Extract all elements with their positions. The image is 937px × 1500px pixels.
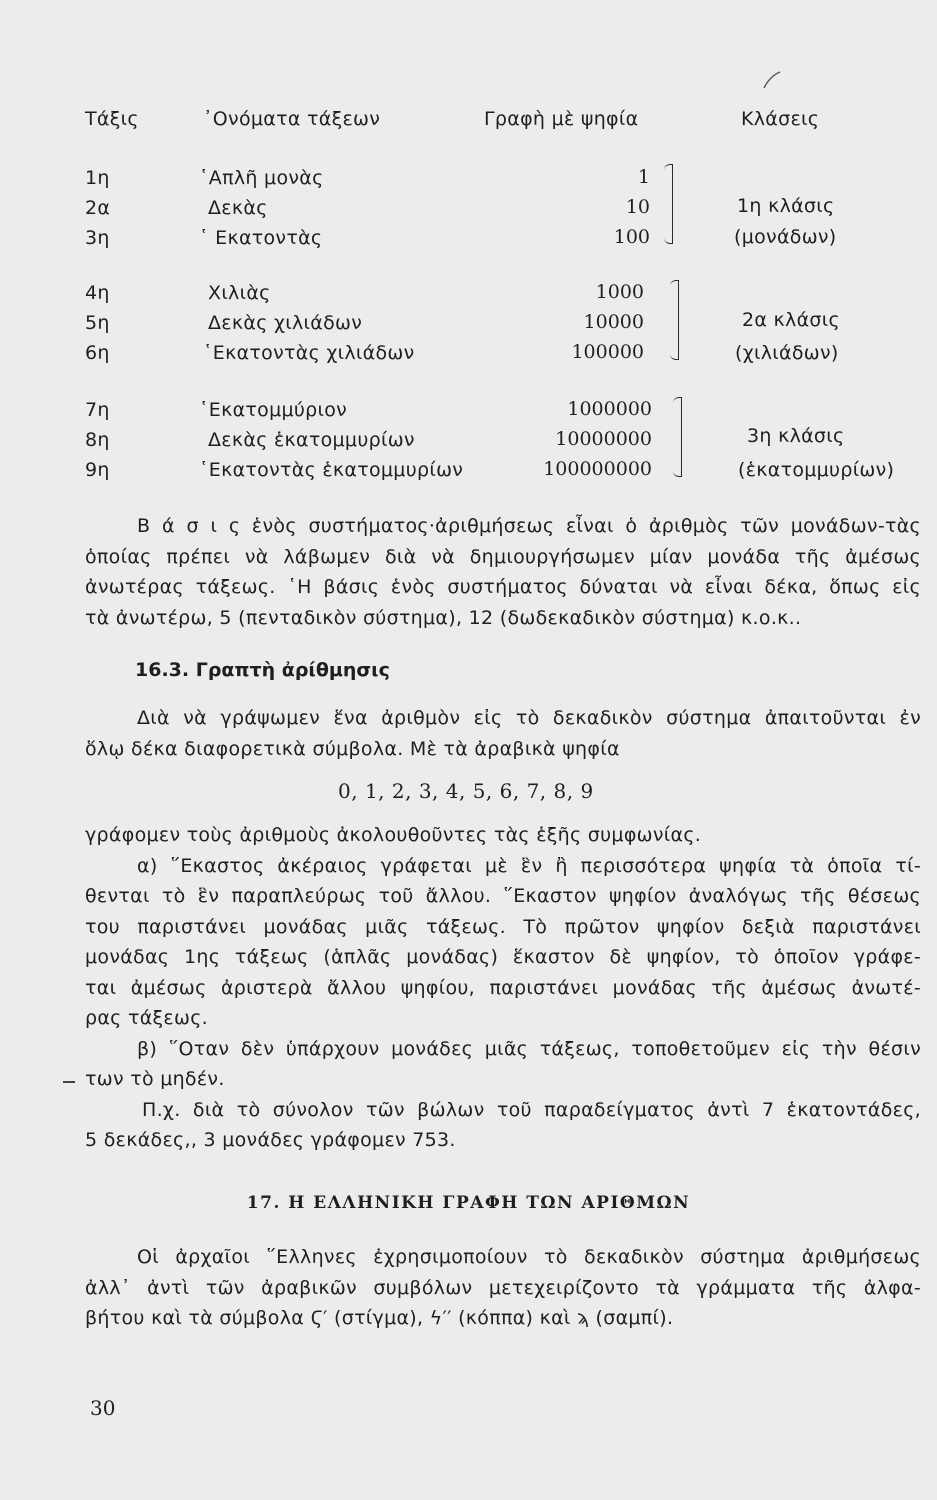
table-row-rank: 7η xyxy=(85,399,110,421)
page-number: 30 xyxy=(90,1396,116,1420)
table-row-digits: 1000000 xyxy=(567,398,652,420)
paragraph-line: ται ἀμέσως ἀριστερὰ ἄλλου ψηφίου, παριστάνει μονάδας τῆς ἀμέσως ἀνωτέ- xyxy=(85,976,921,999)
class-label: 3η κλάσις xyxy=(747,425,845,447)
class-label-sub: (χιλιάδων) xyxy=(735,342,839,364)
table-row-name: ῾Απλῆ μονὰς xyxy=(199,167,324,189)
class-label: 2α κλάσις xyxy=(742,309,840,331)
table-row-digits: 10000 xyxy=(583,311,644,333)
group-brace xyxy=(673,397,682,477)
rules-paragraph xyxy=(85,820,921,1156)
paragraph-line: β) ῞Οταν δὲν ὑπάρχουν μονάδες μιᾶς τάξεως, τοποθετοῦμεν εἰς τὴν θέσιν xyxy=(137,1037,921,1060)
paragraph-line: γράφομεν τοὺς ἀριθμοὺς ἀκολουθοῦντες τὰς ἑξῆς συμφωνίας. xyxy=(85,824,702,846)
table-row-digits: 1000 xyxy=(595,281,644,303)
class-label-sub: (μονάδων) xyxy=(734,226,837,248)
table-row-rank: 1η xyxy=(85,167,110,189)
paragraph-line: Β ά σ ι ς ἑνὸς συστήματος·ἀριθμήσεως εἶναι ὁ ἀριθμὸς τῶν μονάδων-τὰς xyxy=(137,515,921,537)
table-row-digits: 1 xyxy=(637,166,650,188)
greek-numerals-paragraph xyxy=(85,1242,921,1334)
table-row-name: Δεκὰς xyxy=(208,197,268,219)
paragraph-line: του παριστάνει μονάδας μιᾶς τάξεως. Τὸ πρῶτον ψηφίον δεξιὰ παριστάνει xyxy=(85,915,921,938)
chapter-title: 17. Η ΕΛΛΗΝΙΚΗ ΓΡΑΦΗ ΤΩΝ ΑΡΙΘΜΩΝ xyxy=(246,1193,691,1213)
header-digits: Γραφὴ μὲ ψηφία xyxy=(484,108,639,130)
paragraph-line: Διὰ νὰ γράψωμεν ἕνα ἀριθμὸν εἰς τὸ δεκαδικὸν σύστημα ἀπαιτοῦνται ἐν xyxy=(137,707,921,729)
paragraph-line: 5 δεκάδες,, 3 μονάδες γράφομεν 753. xyxy=(85,1129,456,1151)
paragraph-line: ὅλῳ δέκα διαφορετικὰ σύμβολα. Μὲ τὰ ἀραβικὰ ψηφία xyxy=(85,737,620,760)
paragraph-line: τὰ ἀνωτέρω, 5 (πενταδικὸν σύστημα), 12 (δωδεκαδικὸν σύστημα) κ.ο.κ.. xyxy=(85,606,802,629)
table-row-rank: 9η xyxy=(85,459,110,481)
basis-paragraph xyxy=(85,511,921,633)
paragraph-line: ὁποίας πρέπει νὰ λάβωμεν διὰ νὰ δημιουργήσωμεν μίαν μονάδα τῆς ἀμέσως xyxy=(85,545,921,568)
table-row-digits: 10000000 xyxy=(555,428,652,450)
paragraph-line: ἀλλ᾿ ἀντὶ τῶν ἀραβικῶν συμβόλων μετεχειρίζοντο τὰ γράμματα τῆς ἀλφα- xyxy=(85,1276,921,1299)
paragraph-line: βήτου καὶ τὰ σύμβολα Ϛ′ (στίγμα), ϟ′′ (κόππα) καὶ ϡ (σαμπί). xyxy=(85,1307,674,1329)
table-row-name: Δεκὰς ἑκατομμυρίων xyxy=(208,429,415,451)
table-row-digits: 100 xyxy=(613,226,650,248)
table-row-rank: 4η xyxy=(85,282,110,304)
header-name: ᾿Ονόματα τάξεων xyxy=(203,108,381,130)
table-row-name: Δεκὰς χιλιάδων xyxy=(208,312,363,334)
class-label-sub: (ἑκατομμυρίων) xyxy=(738,459,895,481)
section-heading: 16.3. Γραπτὴ ἀρίθμησις xyxy=(135,659,390,681)
class-label: 1η κλάσις xyxy=(737,195,835,217)
header-class: Κλάσεις xyxy=(741,108,820,130)
paragraph-line: θενται τὸ ἓν παραπλεύρως τοῦ ἄλλου. ῞Εκαστον ψηφίον ἀναλόγως τῆς θέσεως xyxy=(85,885,921,907)
header-rank: Τάξις xyxy=(85,108,139,130)
table-row-name: Χιλιὰς xyxy=(208,282,271,304)
group-brace xyxy=(664,164,673,244)
pen-mark-icon xyxy=(762,70,782,90)
table-row-rank: 2α xyxy=(85,197,111,219)
dash-mark-icon xyxy=(62,1079,76,1085)
paragraph-line: μονάδας 1ης τάξεως (ἁπλᾶς μονάδας) ἕκαστον δὲ ψηφίον, τὸ ὁποῖον γράφε- xyxy=(85,946,921,968)
table-row-rank: 5η xyxy=(85,312,110,334)
group-brace xyxy=(670,280,679,360)
table-row-digits: 10 xyxy=(625,196,650,218)
paragraph-line: των τὸ μηδέν. xyxy=(85,1068,225,1090)
table-row-name: ῾Εκατομμύριον xyxy=(199,399,348,421)
paragraph-line: Π.χ. διὰ τὸ σύνολον τῶν βώλων τοῦ παραδείγματος ἀντὶ 7 ἑκατοντάδες, xyxy=(142,1098,921,1121)
paragraph-line: ἀνωτέρας τάξεως. ῾Η βάσις ἑνὸς συστήματος δύναται νὰ εἶναι δέκα, ὅπως εἰς xyxy=(85,576,921,598)
table-row-rank: 3η xyxy=(85,227,110,249)
written-intro-paragraph xyxy=(85,703,921,764)
table-row-rank: 8η xyxy=(85,429,110,451)
paragraph-line: α) ῞Εκαστος ἀκέραιος γράφεται μὲ ἓν ἢ περισσότερα ψηφία τὰ ὁποῖα τί- xyxy=(137,854,921,877)
table-row-digits: 100000 xyxy=(571,341,644,363)
arabic-digits-line: 0, 1, 2, 3, 4, 5, 6, 7, 8, 9 xyxy=(338,779,594,803)
table-row-rank: 6η xyxy=(85,342,110,364)
table-row-digits: 100000000 xyxy=(543,458,652,480)
paragraph-line: ρας τάξεως. xyxy=(85,1007,209,1029)
table-row-name: ῾ Εκατοντὰς xyxy=(199,227,323,249)
paragraph-line: Οἱ ἀρχαῖοι ῞Ελληνες ἐχρησιμοποίουν τὸ δεκαδικὸν σύστημα ἀριθμήσεως xyxy=(137,1246,921,1268)
table-row-name: ῾Εκατοντὰς χιλιάδων xyxy=(203,342,415,364)
table-row-name: ῾Εκατοντὰς ἑκατομμυρίων xyxy=(199,459,464,481)
